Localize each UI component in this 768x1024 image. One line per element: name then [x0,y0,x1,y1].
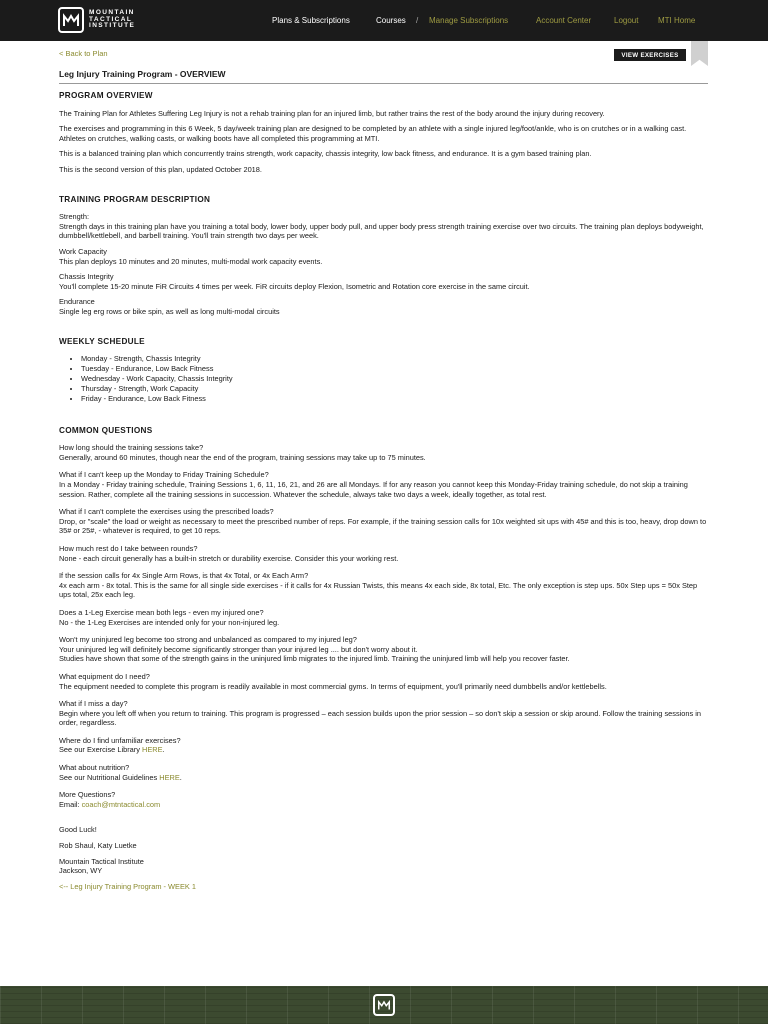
faq-answer: None - each circuit generally has a built-in stretch or durability exercise. Consider this your working rest. [59,553,399,563]
strength-text: Strength days in this training plan have you training a total body, lower body, upper body pull, and upper body press strength training exercise over two circuits. The training plan deploys bodyweight, dumbbell/kettlebell, and barbell training. You'll train strength two days per week. [59,221,704,241]
faq-question: Where do I find unfamiliar exercises? [59,735,181,745]
signoff-names: Rob Shaul, Katy Luetke [59,841,137,851]
work-capacity-label: Work Capacity [59,246,107,256]
overview-paragraph-4: This is the second version of this plan, updated October 2018. [59,164,262,174]
program-overview-heading: PROGRAM OVERVIEW [59,91,153,100]
overview-paragraph-1: The Training Plan for Athletes Suffering Leg Injury is not a rehab training plan for an injured limb, but rather trains the rest of the body around the injury during recovery. [59,108,605,118]
main-nav [272,0,768,41]
faq-answer: Your uninjured leg will definitely become significantly stronger than your injured leg .... but don't worry about it. [59,644,418,654]
endurance-text: Single leg erg rows or bike spin, as well as long multi-modal circuits [59,306,280,316]
nav-account-center[interactable]: Account Center [536,16,592,25]
endurance-label: Endurance [59,297,95,307]
mti-logo[interactable] [58,6,184,34]
back-to-plan-link[interactable]: < Back to Plan [59,49,108,58]
schedule-item: • Wednesday - Work Capacity, Chassis Integrity [81,374,709,384]
faq-item [59,470,709,499]
signoff-luck: Good Luck! [59,825,97,835]
signoff-org: Mountain Tactical Institute [59,856,144,866]
nav-plans-subscriptions[interactable]: Plans & Subscriptions [272,16,350,25]
exercise-library-link[interactable]: HERE [141,745,163,755]
faq-item [59,672,709,691]
endurance-block [59,297,709,316]
work-capacity-text: This plan deploys 10 minutes and 20 minutes, multi-modal work capacity events. [59,256,323,266]
email-link[interactable]: coach@mtntactical.com [81,799,161,809]
faq-item [59,635,709,664]
faq-answer: 4x each arm - 8x total. This is the same for all single side exercises - if it calls for 4x Russian Twists, this means 4x each side, 8x total, Etc. The only exception is step ups. 50x Step ups = 50x Step ups total, 25x each leg. [59,580,698,600]
bookmark-icon[interactable] [691,41,708,66]
faq-item [59,507,709,536]
faq-answer: The equipment needed to complete this program is readily available in most commercial gyms. In terms of equipment, you'll primarily need dumbbells and/or kettlebells. [59,681,607,691]
faq-answer: Studies have shown that some of the strength gains in the uninjured limb migrates to the injured limb. Training the uninjured limb will help you recover faster. [59,654,570,664]
nav-manage-subscriptions[interactable]: Manage Subscriptions [429,16,509,25]
faq-item [59,443,709,462]
answer-text: See our Exercise Library [59,745,142,755]
answer-text: Email: [59,799,82,809]
footer [0,986,768,1024]
faq-item [59,571,709,600]
weekly-schedule-list [81,354,709,404]
faq-answer: Generally, around 60 minutes, though near the end of the program, training sessions may take up to 75 minutes. [59,452,426,462]
weekly-schedule-heading: WEEKLY SCHEDULE [59,336,145,346]
faq-question: How much rest do I take between rounds? [59,543,198,553]
faq-answer [59,800,709,810]
chassis-text: You'll complete 15-20 minute FiR Circuits 4 times per week. FiR circuits deploy Flexion, Isometric and Rotation core exercise in the same circuit. [59,281,530,291]
faq-answer: Drop, or "scale" the load or weight as necessary to meet the prescribed number of reps. For example, if the training session calls for 10x weighted sit ups with 45# and this is too, heavy, drop down to 35# or 25#, - whatever is required, to get 10 reps. [59,516,707,536]
view-exercises-button[interactable]: VIEW EXERCISES [614,49,686,61]
common-questions-heading: COMMON QUESTIONS [59,425,153,435]
page-title: Leg Injury Training Program - OVERVIEW [59,69,226,79]
faq-answer [59,745,709,755]
faq-item [59,699,709,728]
faq-item [59,790,709,809]
signoff-address [59,857,709,876]
faq-question: How long should the training sessions take? [59,443,204,453]
overview-paragraph-3: This is a balanced training plan which concurrently trains strength, work capacity, chassis integrity, low back fitness, and endurance. It is a gym based training plan. [59,149,592,159]
faq-question: What if I can't keep up the Monday to Friday Training Schedule? [59,470,269,480]
description-heading: TRAINING PROGRAM DESCRIPTION [59,194,211,204]
faq-item [59,736,709,755]
strength-block [59,212,709,241]
faq-question: What equipment do I need? [59,671,150,681]
nav-courses[interactable]: Courses [376,16,406,25]
work-capacity-block [59,247,709,266]
main-content [0,41,768,986]
faq-item [59,763,709,782]
overview-paragraph-2: The exercises and programming in this 6 Week, 5 day/week training plan are designed to be completed by an athlete with a single injured leg/foot/ankle, who is on crutches or in a walking cast. Athletes on crutches, walking casts, or walking boots have all completed this programming at MTI. [59,124,687,143]
faq-question: If the session calls for 4x Single Arm Rows, is that 4x Total, or 4x Each Arm? [59,571,309,581]
faq-item [59,608,709,627]
schedule-item: • Monday - Strength, Chassis Integrity [81,354,709,364]
nav-separator: / [416,16,419,25]
nutritional-guidelines-link[interactable]: HERE [159,772,180,782]
faq-question: Won't my uninjured leg become too strong and unbalanced as compared to my injured leg? [59,635,357,645]
strength-label: Strength: [59,212,89,222]
nav-logout[interactable]: Logout [614,16,639,25]
answer-text: . [162,745,165,755]
nav-mti-home[interactable]: MTI Home [658,16,696,25]
title-divider [59,83,708,84]
faq-question: Does a 1-Leg Exercise mean both legs - even my injured one? [59,607,264,617]
brand-line-1: MOUNTAIN [89,9,135,17]
mti-footer-logo-icon[interactable] [373,994,395,1016]
next-week-link[interactable]: <-- Leg Injury Training Program - WEEK 1 [59,881,196,891]
faq-answer [59,773,709,783]
faq-question: What about nutrition? [59,763,130,773]
chassis-label: Chassis Integrity [59,272,114,282]
faq-question: What if I can't complete the exercises using the prescribed loads? [59,507,274,517]
article-body [59,91,709,891]
schedule-item: • Tuesday - Endurance, Low Back Fitness [81,364,709,374]
faq-question: More Questions? [59,790,116,800]
answer-text: See our Nutritional Guidelines [59,772,160,782]
top-navigation-bar [0,0,768,41]
schedule-item: • Friday - Endurance, Low Back Fitness [81,394,709,404]
faq-answer: Begin where you left off when you return to training. This program is progressed – each session builds upon the prior session – so don't skip a session or skip around. Follow the training sessions in order, regardless. [59,708,702,728]
faq-question: What if I miss a day? [59,699,128,709]
brand-line-2: TACTICAL [89,15,133,23]
faq-answer: No - the 1-Leg Exercises are intended only for your non-injured leg. [59,617,280,627]
schedule-item: • Thursday - Strength, Work Capacity [81,384,709,394]
faq-item [59,544,709,563]
signoff-place: Jackson, WY [59,866,103,876]
faq-answer: In a Monday - Friday training schedule, Training Sessions 1, 6, 11, 16, 21, and 26 are all Mondays. If for any reason you cannot keep this Monday-Friday training schedule, do not skip a training session. Rather, complete all the training sessions in succession. Whatever the schedule, always take two days a week, ideally together, as total rest. [59,480,688,499]
chassis-block [59,272,709,291]
answer-text: . [179,772,182,782]
brand-line-3: INSTITUTE [89,22,136,30]
mti-shield-icon [58,7,84,33]
brand-name [89,10,184,30]
